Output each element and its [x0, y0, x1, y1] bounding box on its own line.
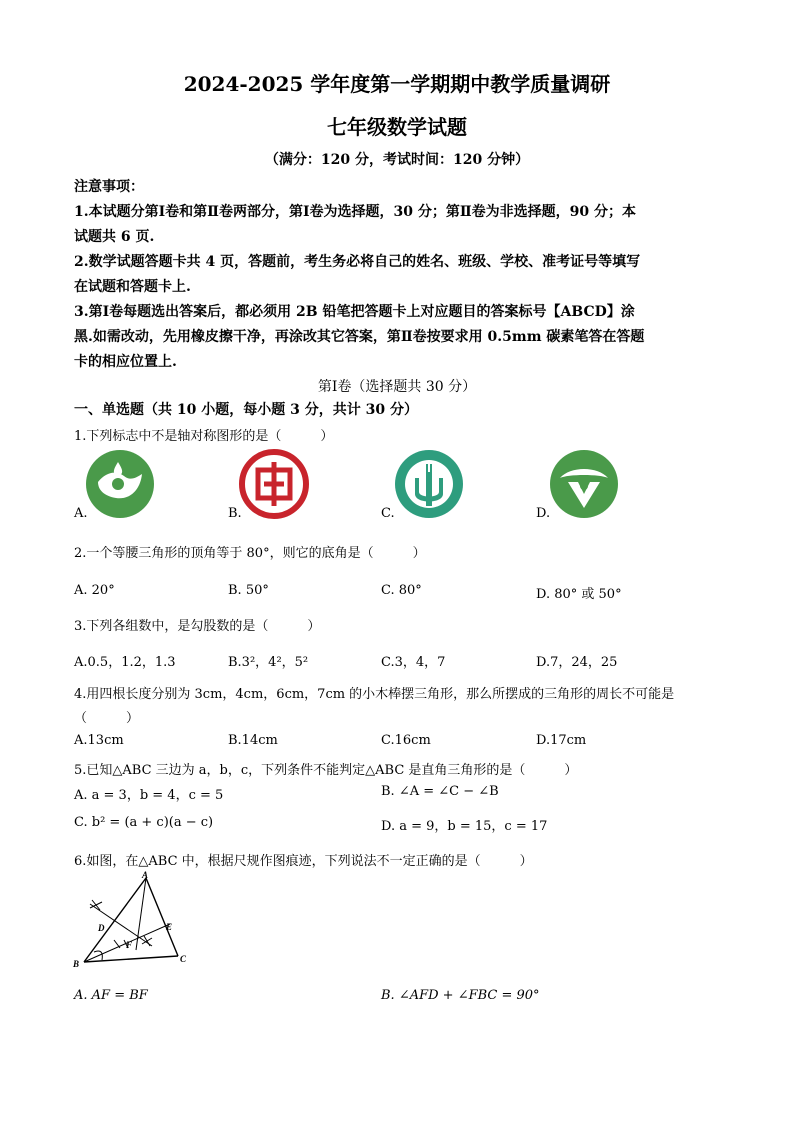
q6-option-a[interactable]: A. AF = BF	[74, 988, 148, 1003]
q2-option-d[interactable]: D. 80° 或 50°	[536, 587, 622, 602]
question-4-stem: 4.用四根长度分别为 3cm，4cm，6cm，7cm 的小木棒摆三角形，那么所摆成的三角形的周长不可能是	[74, 687, 675, 702]
question-6-stem: 6.如图，在△ABC 中，根据尺规作图痕迹，下列说法不一定正确的是（ ）	[74, 854, 533, 869]
notice-line: 卡的相应位置上.	[74, 354, 177, 370]
figure-label-b: B	[73, 959, 80, 969]
q1-option-d-label[interactable]: D.	[536, 506, 551, 521]
figure-label-a: A	[142, 870, 149, 880]
q3-option-d[interactable]: D.7，24，25	[536, 655, 618, 670]
question-5-stem: 5.已知△ABC 三边为 a，b，c，下列条件不能判定△ABC 是直角三角形的是（ ）	[74, 763, 578, 778]
notice-line: 2.数学试题答题卡共 4 页，答题前，考生务必将自己的姓名、班级、学校、准考证号等填写	[74, 254, 641, 270]
q2-option-b[interactable]: B. 50°	[228, 583, 269, 598]
notice-line: 1.本试题分第Ⅰ卷和第Ⅱ卷两部分，第Ⅰ卷为选择题，30 分；第Ⅱ卷为非选择题，90 分；本	[74, 204, 637, 220]
exam-title: 2024-2025 学年度第一学期期中教学质量调研	[183, 72, 611, 96]
notice-heading: 注意事项：	[74, 179, 144, 195]
q6-option-b[interactable]: B. ∠AFD + ∠FBC = 90°	[381, 988, 540, 1003]
figure-label-e: E	[166, 922, 173, 932]
notice-line: 在试题和答题卡上.	[74, 279, 191, 295]
q4-option-a[interactable]: A.13cm	[74, 733, 124, 748]
score-info: （满分：120 分，考试时间：120 分钟）	[264, 152, 530, 168]
logo-red-bank-icon	[238, 448, 310, 520]
question-2-stem: 2.一个等腰三角形的顶角等于 80°，则它的底角是（ ）	[74, 546, 426, 561]
part-title: 第Ⅰ卷（选择题共 30 分）	[317, 379, 477, 395]
q1-option-a-label[interactable]: A.	[74, 506, 88, 521]
q3-option-b[interactable]: B.3²，4²，5²	[228, 655, 309, 670]
figure-label-d: D	[98, 923, 105, 933]
q4-option-d[interactable]: D.17cm	[536, 733, 587, 748]
q5-option-c[interactable]: C. b² = (a + c)(a − c)	[74, 815, 214, 830]
q2-option-a[interactable]: A. 20°	[74, 583, 115, 598]
q5-option-b[interactable]: B. ∠A = ∠C − ∠B	[381, 784, 499, 799]
logo-green-drop-icon	[84, 448, 156, 520]
notice-line: 黑.如需改动，先用橡皮擦干净，再涂改其它答案，第Ⅱ卷按要求用 0.5mm 碳素笔答在答题	[74, 329, 645, 345]
logo-teal-wheat-icon	[393, 448, 465, 520]
q3-option-c[interactable]: C.3，4，7	[381, 655, 446, 670]
logo-green-shield-icon	[548, 448, 620, 520]
q4-option-b[interactable]: B.14cm	[228, 733, 278, 748]
notice-line: 试题共 6 页.	[74, 229, 155, 245]
q1-option-c-label[interactable]: C.	[381, 506, 395, 521]
q2-option-c[interactable]: C. 80°	[381, 583, 422, 598]
question-4-stem-continued: （ ）	[74, 711, 140, 726]
notice-line: 3.第Ⅰ卷每题选出答案后，都必须用 2B 铅笔把答题卡上对应题目的答案标号【ABCD】涂	[74, 304, 635, 320]
triangle-figure	[70, 870, 200, 970]
figure-label-f: F	[126, 940, 133, 950]
q5-option-d[interactable]: D. a = 9，b = 15，c = 17	[381, 819, 548, 834]
group-title: 一、单选题（共 10 小题，每小题 3 分，共计 30 分）	[74, 402, 418, 418]
exam-subtitle: 七年级数学试题	[327, 115, 467, 139]
q1-option-b-label[interactable]: B.	[228, 506, 242, 521]
q3-option-a[interactable]: A.0.5，1.2，1.3	[74, 655, 176, 670]
q4-option-c[interactable]: C.16cm	[381, 733, 431, 748]
question-3-stem: 3.下列各组数中，是勾股数的是（ ）	[74, 619, 321, 634]
q5-option-a[interactable]: A. a = 3，b = 4，c = 5	[74, 788, 224, 803]
figure-label-c: C	[180, 954, 187, 964]
question-1-stem: 1.下列标志中不是轴对称图形的是（ ）	[74, 429, 334, 444]
